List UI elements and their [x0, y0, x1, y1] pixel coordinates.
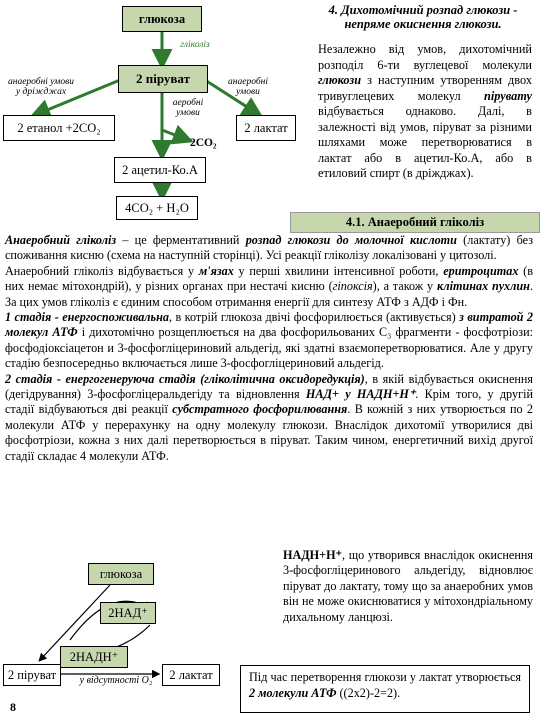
anaerobic-yeast-label: анаеробні умови у дріжджах: [8, 77, 74, 97]
pyruvate-box: 2 піруват: [118, 65, 208, 93]
bottom-text: НАДН+Н⁺, що утворився внаслідок окиснення 3-фосфогліцеринового альдегіду, відновлює піруват до лактату, тому що за анаеробних умов він не може окиснюватися у мітохондріальному дихальному ланцюзі.: [283, 548, 533, 624]
lactate-box: 2 лактат: [236, 115, 296, 141]
paragraph: 2 стадія - енергогенеруюча стадія (гліколітична оксидоредукція), в якій відбувається окиснення (дегідрування) 3-фосфогліцеральдегіду та відновлення НАД+ у НАДН+Н⁺. Крім того, у другій стадії відбуваються дві реакції субстратного фосфорилювання. В кожній з них утворюється по 2 молекули АТФ у перерахунку на одну молекулу глюкози. Внаслідок дихотомії утворилися дві фосфотріози, кожна з них далі перетворюється в піруват. Таким чином, енергетичний вихід другої стадії складає 4 молекули АТФ.: [5, 371, 534, 463]
arrow-to-co2: [162, 130, 188, 140]
nadh-box: 2НАДН⁺: [60, 646, 128, 668]
paragraph: 1 стадія - енергоспоживальна, в котрій глюкоза двічі фосфорилюється (активується) з витратой 2 молекул АТФ і дихотомічно розщеплюється на два фосфорильованих С₃ фрагменти - фосфотріози: фосфодіоксіацетон и 3-фосфогліцериновий альдегід, які здатні взаємоперетворюватися. Але у другу стадію безпосередньо включається лише 3-фосфогліцериновий альдегід.: [5, 310, 533, 371]
acetyl-coa-box: 2 ацетил-Ко.А: [114, 157, 206, 183]
right-section-title: 4. Дихотомічний розпад глюкози - непряме окиснення глюкози.: [328, 3, 518, 31]
aerobic-conditions-label: аеробні умови: [172, 98, 204, 118]
co2-label: 2СО₂: [190, 137, 217, 149]
glycolysis-label: гліколіз: [180, 40, 210, 50]
final-products-box: 4СО₂ + Н₂О: [116, 196, 198, 220]
glucose-box: глюкоза: [122, 6, 202, 32]
ethanol-box: 2 етанол +2СО₂: [3, 115, 115, 141]
anaerobic-conditions-label: анаеробні умови: [228, 77, 268, 97]
section-title: 4.1. Анаеробний гліколіз: [290, 212, 540, 233]
right-section-text: Незалежно від умов, дихотомічний розподіл 6-ти вуглецевої молекули глюкози з наступним утворенням двох тривуглецевих молекул пірувату відбувається однаково. Далі, в залежності від умов, піруват за різними шляхами може перетворюватися в лактат або в ацетил-Ко.А, або в етиловий спирт (в дріжджах).: [318, 42, 532, 180]
nad-box: 2НАД⁺: [100, 602, 156, 624]
main-text: [5, 233, 533, 464]
paragraph: Анаеробний гліколіз відбувається у м'язах у перші хвилини інтенсивної роботи, еритроцитах (в них немає мітохондрій), у різних органах при нестачі кисню (гіпоксія), а також у клітинах пухлин. За цих умов гліколіз є єдиним способом отримання енергії для синтезу АТФ з АДФ і Фн.: [5, 263, 533, 309]
pyruvate-box-2: 2 піруват: [3, 664, 61, 686]
conclusion-box: Під час перетворення глюкози у лактат утворюється 2 молекули АТФ ((2х2)-2=2).: [240, 665, 530, 713]
page-number: 8: [10, 700, 16, 714]
lactate-box-2: 2 лактат: [162, 664, 220, 686]
glucose-box-2: глюкоза: [88, 563, 154, 585]
paragraph: Анаеробний гліколіз – це ферментативний розпад глюкози до молочної кислоти (лактату) без споживання кисню (схема на наступній сторінці). Усі реакції гліколізу локалізовані у цитозолі.: [5, 233, 534, 263]
no-oxygen-label: у відсутності О₂: [79, 675, 153, 686]
